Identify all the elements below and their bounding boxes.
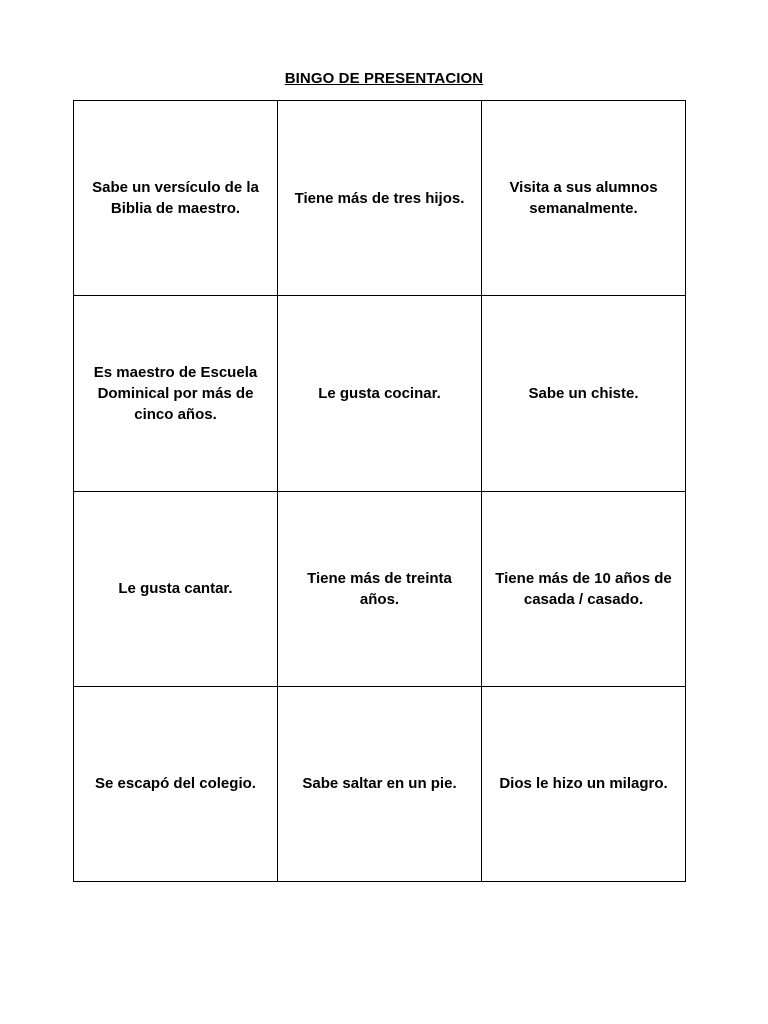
bingo-cell: Tiene más de treinta años. [278,491,482,686]
bingo-cell: Tiene más de 10 años de casada / casado. [482,491,686,686]
grid-row [74,491,686,686]
grid-row [74,101,686,296]
grid-row [74,686,686,881]
bingo-cell: Dios le hizo un milagro. [482,686,686,881]
bingo-cell: Le gusta cantar. [74,491,278,686]
grid-row [74,296,686,491]
bingo-cell: Se escapó del colegio. [74,686,278,881]
bingo-cell: Sabe saltar en un pie. [278,686,482,881]
bingo-cell: Sabe un chiste. [482,296,686,491]
bingo-grid [73,100,686,882]
bingo-cell: Sabe un versículo de la Biblia de maestro. [74,101,278,296]
bingo-cell: Visita a sus alumnos semanalmente. [482,101,686,296]
bingo-cell: Le gusta cocinar. [278,296,482,491]
bingo-cell: Es maestro de Escuela Dominical por más de cinco años. [74,296,278,491]
bingo-cell: Tiene más de tres hijos. [278,101,482,296]
page-title: BINGO DE PRESENTACION [284,70,484,87]
